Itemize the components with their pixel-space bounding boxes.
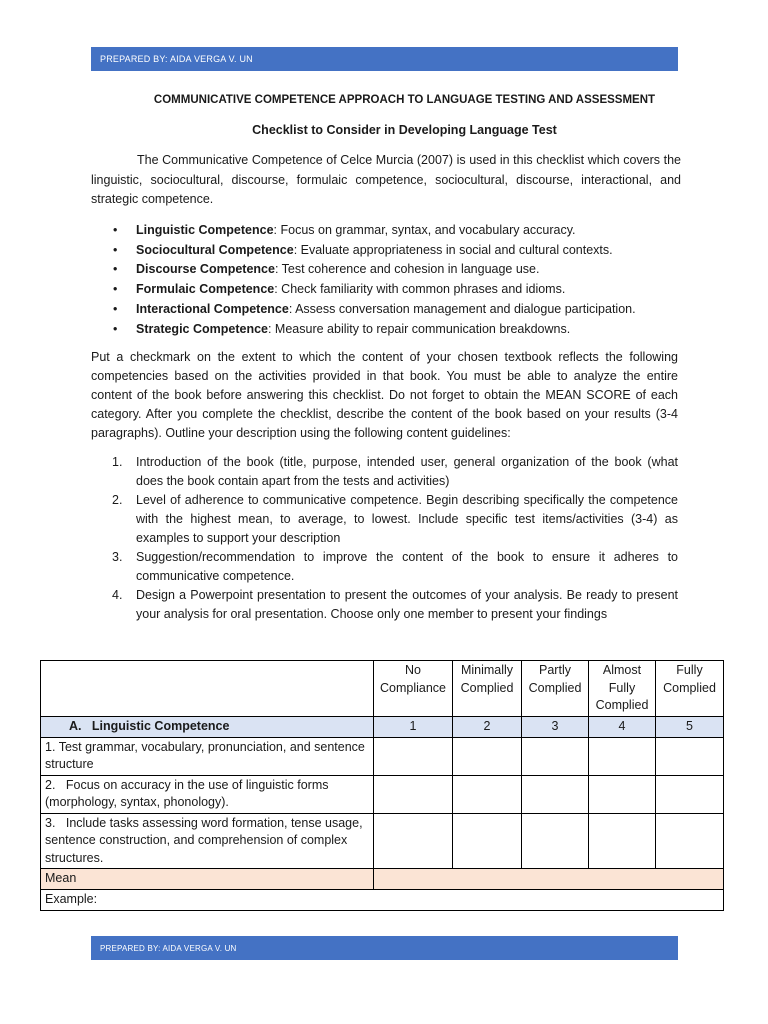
table-header-row xyxy=(41,661,724,717)
competency-name: Sociocultural Competence xyxy=(136,242,294,257)
bullet-icon: • xyxy=(113,262,118,277)
check-cell[interactable] xyxy=(374,813,453,869)
mean-row xyxy=(41,869,724,890)
section-letter: A. xyxy=(69,718,82,733)
check-cell[interactable] xyxy=(522,737,589,775)
check-cell[interactable] xyxy=(656,775,724,813)
competency-desc: : Test coherence and cohesion in language use. xyxy=(274,262,540,277)
section-row xyxy=(41,716,724,737)
list-item xyxy=(91,453,678,491)
guideline-list xyxy=(91,453,678,624)
intro-paragraph: The Communicative Competence of Celce Murcia (2007) is used in this checklist which covers the linguistic, sociocultural, discourse, formulaic competence, sociocultural, discourse, interactional, and strategic competence. xyxy=(91,153,681,206)
column-header: No Compliance xyxy=(374,661,453,717)
header-blank-cell xyxy=(41,661,374,717)
competency-name: Interactional Competence xyxy=(136,301,289,316)
competency-desc: : Assess conversation management and dialogue participation. xyxy=(288,301,636,316)
item-number: 1. xyxy=(45,739,56,754)
example-label: Example: xyxy=(41,890,724,911)
item-cell xyxy=(41,813,374,869)
column-header: Partly Complied xyxy=(522,661,589,717)
document-title: COMMUNICATIVE COMPETENCE APPROACH TO LANGUAGE TESTING AND ASSESSMENT xyxy=(153,94,656,106)
guideline-number: 1. xyxy=(112,455,123,469)
guideline-text: Suggestion/recommendation to improve the content of the book to ensure it adheres to communicative competence. xyxy=(136,550,678,583)
table-row xyxy=(41,775,724,813)
item-number: 2. xyxy=(45,777,56,792)
instructions-paragraph: Put a checkmark on the extent to which the content of your chosen textbook reflects the following competencies based on the activities provided in that book. You must be able to analyze the entire content of the book before answering this checklist. Do not forget to obtain the MEAN SCORE of each category. After you complete the checklist, describe the content of the book based on your results (3-4 paragraphs). Outline your description using the following content guidelines: xyxy=(91,350,678,440)
scale-cell: 1 xyxy=(374,716,453,737)
check-cell[interactable] xyxy=(453,775,522,813)
guideline-text: Level of adherence to communicative competence. Begin describing specifically the competence with the highest mean, to average, to lowest. Include specific test items/activities (3-4) as examples to support your description xyxy=(136,493,678,545)
check-cell[interactable] xyxy=(656,813,724,869)
bullet-icon: • xyxy=(113,301,118,316)
competency-name: Linguistic Competence xyxy=(136,223,274,237)
list-item xyxy=(91,260,681,280)
guideline-number: 3. xyxy=(112,550,123,564)
mean-label: Mean xyxy=(41,869,374,890)
item-cell xyxy=(41,737,374,775)
competency-desc: : Check familiarity with common phrases and idioms. xyxy=(274,282,566,297)
competency-list xyxy=(91,221,681,339)
scale-cell: 3 xyxy=(522,716,589,737)
bullet-icon: • xyxy=(113,321,118,336)
list-item xyxy=(91,491,678,548)
guideline-number: 2. xyxy=(112,493,123,507)
footer-banner-text: PREPARED BY: AIDA VERGA V. UN xyxy=(100,943,237,953)
check-cell[interactable] xyxy=(522,775,589,813)
check-cell[interactable] xyxy=(656,737,724,775)
example-row xyxy=(41,890,724,911)
list-item xyxy=(91,586,678,624)
competency-name: Discourse Competence xyxy=(136,262,275,277)
table-row xyxy=(41,737,724,775)
check-cell[interactable] xyxy=(374,775,453,813)
document-subtitle: Checklist to Consider in Developing Language Test xyxy=(252,123,557,137)
check-cell[interactable] xyxy=(453,813,522,869)
list-item xyxy=(91,280,681,300)
header-banner xyxy=(91,47,678,71)
item-cell xyxy=(41,775,374,813)
competency-name: Formulaic Competence xyxy=(136,282,275,297)
column-header: Fully Complied xyxy=(656,661,724,717)
check-cell[interactable] xyxy=(453,737,522,775)
item-text: Focus on accuracy in the use of linguistic forms (morphology, syntax, phonology). xyxy=(45,777,329,809)
bullet-icon: • xyxy=(113,242,118,257)
column-header: Almost Fully Complied xyxy=(589,661,656,717)
guideline-number: 4. xyxy=(112,588,123,602)
footer-banner xyxy=(91,936,678,960)
bullet-icon: • xyxy=(113,223,118,237)
competency-desc: : Evaluate appropriateness in social and cultural contexts. xyxy=(293,242,613,257)
scale-cell: 4 xyxy=(589,716,656,737)
list-item xyxy=(91,320,681,340)
bullet-icon: • xyxy=(113,282,118,297)
check-cell[interactable] xyxy=(522,813,589,869)
section-label xyxy=(41,716,374,737)
guideline-text: Introduction of the book (title, purpose, intended user, general organization of the book (what does the book contain apart from the tests and activities) xyxy=(136,455,678,488)
compliance-checklist-table xyxy=(40,660,724,911)
list-item xyxy=(91,241,681,261)
check-cell[interactable] xyxy=(589,813,656,869)
check-cell[interactable] xyxy=(374,737,453,775)
item-text: Test grammar, vocabulary, pronunciation, and sentence structure xyxy=(45,739,365,771)
competency-desc: : Focus on grammar, syntax, and vocabulary accuracy. xyxy=(273,223,576,237)
item-text: Include tasks assessing word formation, tense usage, sentence construction, and comprehension of complex structures. xyxy=(45,815,363,865)
column-header: Minimally Complied xyxy=(453,661,522,717)
scale-cell: 5 xyxy=(656,716,724,737)
scale-cell: 2 xyxy=(453,716,522,737)
competency-desc: : Measure ability to repair communication breakdowns. xyxy=(267,321,571,336)
header-banner-text: PREPARED BY: AIDA VERGA V. UN xyxy=(100,54,253,64)
check-cell[interactable] xyxy=(589,775,656,813)
list-item xyxy=(91,548,678,586)
table-row xyxy=(41,813,724,869)
list-item xyxy=(91,221,681,241)
mean-value-cell[interactable] xyxy=(374,869,724,890)
guideline-text: Design a Powerpoint presentation to present the outcomes of your analysis. Be ready to present your analysis for oral presentation. Choose only one member to present your findings xyxy=(136,588,678,621)
check-cell[interactable] xyxy=(589,737,656,775)
section-name: Linguistic Competence xyxy=(91,718,230,733)
list-item xyxy=(91,300,681,320)
item-number: 3. xyxy=(45,815,56,830)
competency-name: Strategic Competence xyxy=(136,321,268,336)
